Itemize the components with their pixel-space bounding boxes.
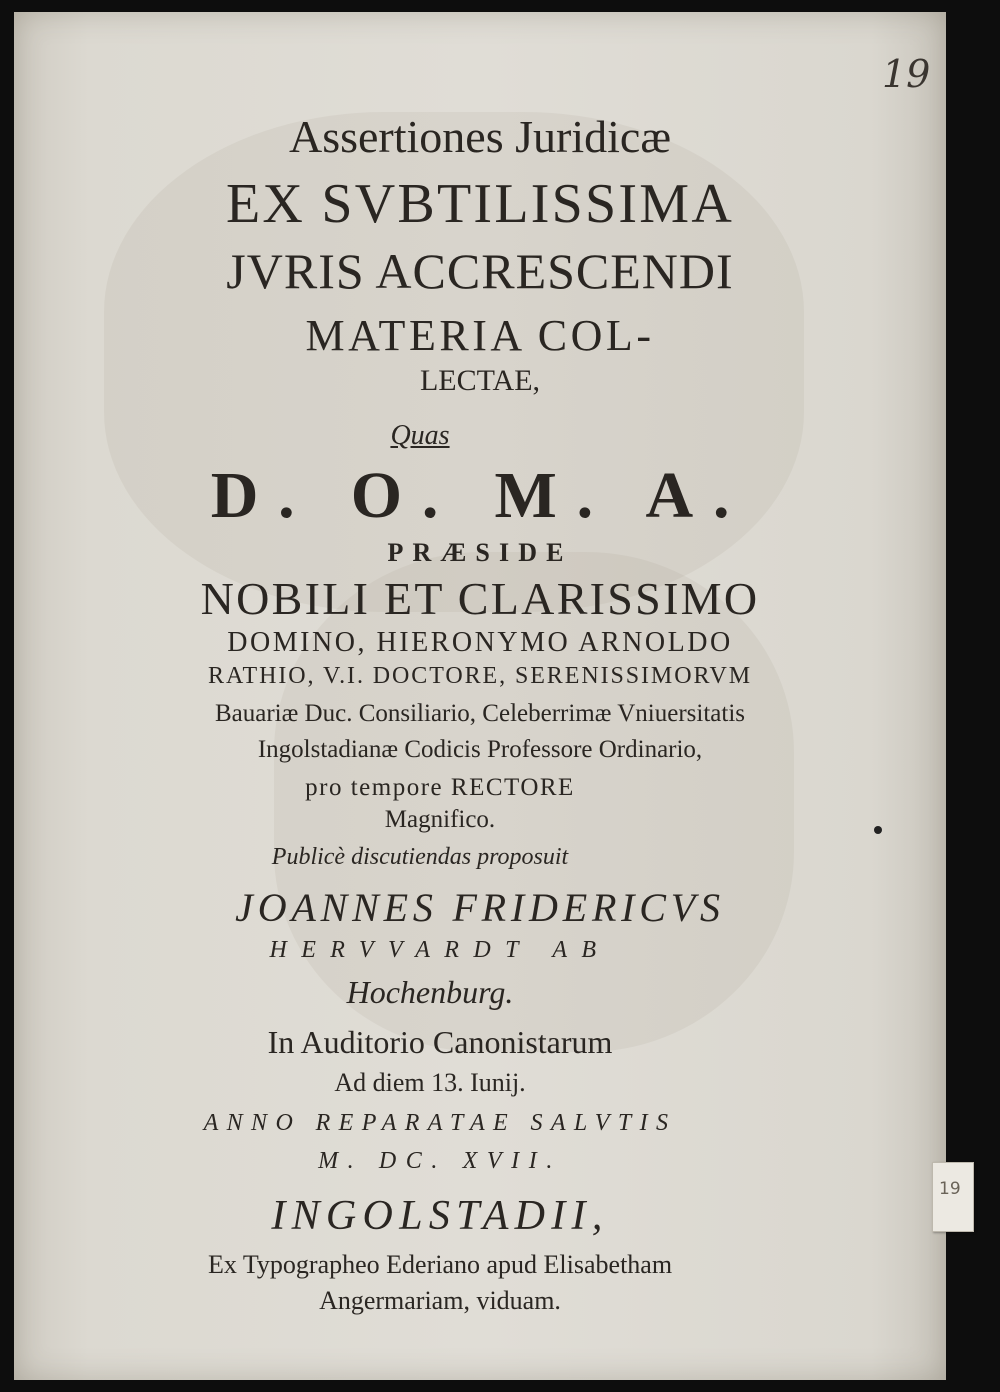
title-line-1: Assertiones Juridicæ [288,111,671,162]
praeside-heading: PRÆSIDE [387,538,573,567]
quas-word: Quas [390,420,450,451]
title-line-4: MATERIA COL- [305,311,655,360]
annus-line-2: M. DC. XVII. [318,1148,562,1174]
respondens-line-3: Hochenburg. [346,974,514,1010]
title-line-5: LECTAE, [419,364,541,397]
respondens-line-2: HERVVARDT AB [269,937,611,963]
imprint-line-3: Angermariam, viduam. [319,1286,561,1315]
shelf-label-number: 19 [939,1179,961,1199]
imprint-line-2: Ex Typographeo Ederiano apud Elisabetham [207,1250,673,1279]
praeses-line-1: NOBILI ET CLARISSIMO [200,573,760,624]
propositio-line: Publicè discutiendas proposuit [271,844,569,870]
praeses-line-2: DOMINO, HIERONYMO ARNOLDO [227,627,733,658]
title-line-2: EX SVBTILISSIMA [225,173,735,235]
shelf-label [932,1162,974,1232]
praeses-line-3: RATHIO, V.I. DOCTORE, SERENISSIMORVM [208,663,752,689]
praeses-line-4: Bauariæ Duc. Consiliario, Celeberrimæ Vniuersitatis [214,700,745,727]
folio-number: 19 [882,52,931,96]
respondens-line-1: JOANNES FRIDERICVS [235,885,725,930]
praeses-line-6: pro tempore RECTORE [305,774,575,801]
locus-line-1: In Auditorio Canonistarum [267,1024,613,1060]
title-line-3: JVRIS ACCRESCENDI [226,243,734,299]
ink-spot [874,826,882,834]
praeses-line-5: Ingolstadianæ Codicis Professore Ordinario, [257,736,703,763]
imprint-city: INGOLSTADII, [271,1193,609,1239]
dedication-dom: D. O. M. A. [210,459,750,532]
annus-line-1: ANNO REPARATAE SALVTIS [203,1110,677,1136]
locus-line-2: Ad diem 13. Iunij. [334,1068,526,1097]
title-page [14,12,946,1380]
praeses-line-7: Magnifico. [384,806,496,833]
